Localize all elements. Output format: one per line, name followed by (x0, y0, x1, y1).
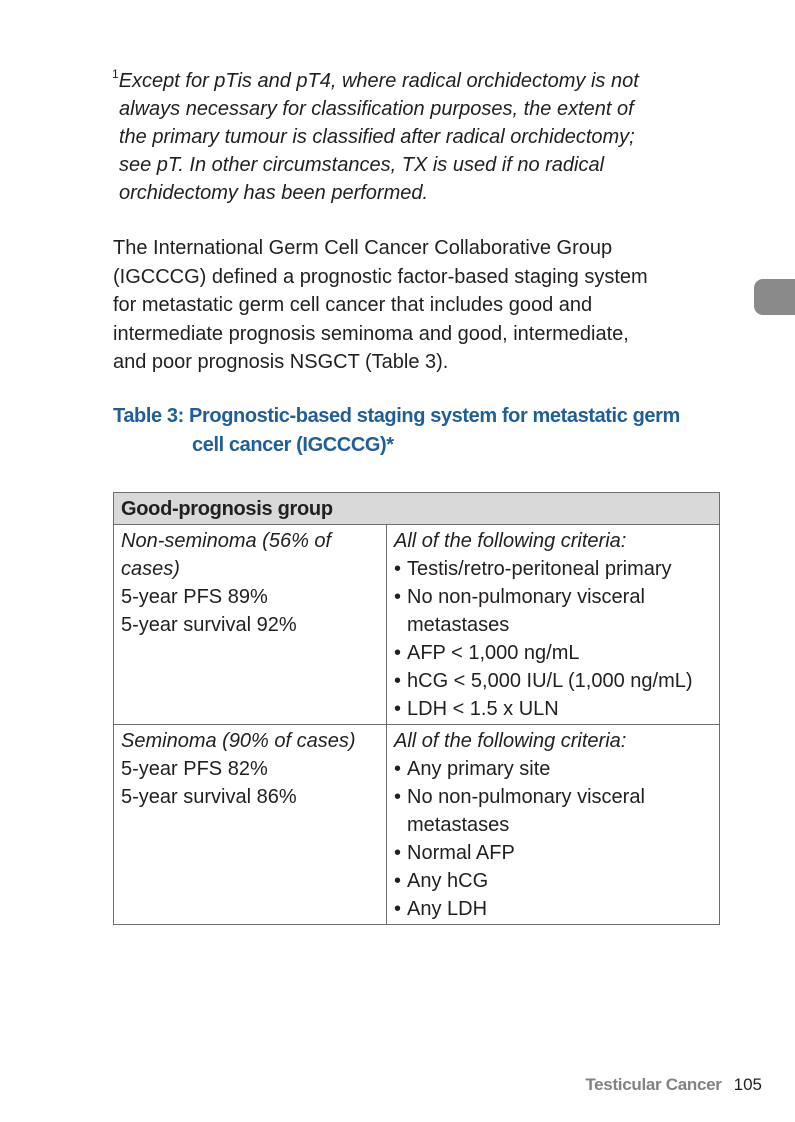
group-name: Seminoma (90% of cases) (121, 730, 356, 752)
table-header-row (114, 493, 720, 525)
chapter-tab (754, 279, 795, 315)
running-title: Testicular Cancer (585, 1075, 722, 1094)
group-cell (114, 725, 387, 925)
table-row (114, 725, 720, 925)
criteria-item: • Any primary site (394, 755, 713, 783)
survival-value: 5-year survival 92% (121, 614, 297, 636)
table-row (114, 525, 720, 725)
table-title-line: cell cancer (IGCCCG)* (192, 434, 394, 456)
footnote-line: orchidectomy has been performed. (119, 182, 429, 204)
criteria-item: • No non-pulmonary visceral metastases (394, 583, 713, 639)
criteria-heading: All of the following criteria: (394, 530, 627, 552)
footnote-marker: 1 (112, 67, 119, 81)
criteria-item: • Any LDH (394, 895, 713, 923)
footnote-line: see pT. In other circumstances, TX is used if no radical (119, 154, 605, 176)
prognosis-table (113, 492, 720, 925)
criteria-heading: All of the following criteria: (394, 730, 627, 752)
criteria-list (394, 555, 713, 723)
group-name: cases) (121, 558, 180, 580)
pfs-value: 5-year PFS 82% (121, 758, 268, 780)
table-title (113, 402, 733, 460)
page-number: 105 (733, 1075, 762, 1094)
criteria-item: • hCG < 5,000 IU/L (1,000 ng/mL) (394, 667, 713, 695)
pfs-value: 5-year PFS 89% (121, 586, 268, 608)
intro-line: for metastatic germ cell cancer that includes good and (113, 294, 593, 316)
table-header: Good-prognosis group (114, 493, 720, 525)
footnote-line: $^1$Except for pTis and pT4, where radical orchidectomy is not (112, 67, 639, 92)
footnote-line: the primary tumour is classified after radical orchidectomy; (119, 126, 635, 148)
footnote (112, 60, 732, 207)
intro-paragraph (113, 234, 733, 377)
footnote-line: always necessary for classification purposes, the extent of (119, 98, 634, 120)
survival-value: 5-year survival 86% (121, 786, 297, 808)
intro-line: The International Germ Cell Cancer Collaborative Group (113, 237, 613, 259)
criteria-item: • Any hCG (394, 867, 713, 895)
criteria-list (394, 755, 713, 923)
table-title-line: Table 3: Prognostic-based staging system for metastatic germ (113, 405, 680, 427)
criteria-item: • Normal AFP (394, 839, 713, 867)
criteria-item: • No non-pulmonary visceral metastases (394, 783, 713, 839)
intro-line: intermediate prognosis seminoma and good, intermediate, (113, 322, 629, 345)
criteria-item: • AFP < 1,000 ng/mL (394, 639, 713, 667)
group-name: Non-seminoma (56% of (121, 530, 332, 552)
criteria-item: • LDH < 1.5 x ULN (394, 695, 713, 723)
group-cell (114, 525, 387, 725)
intro-line: (IGCCCG) defined a prognostic factor-based staging system (113, 265, 648, 288)
criteria-cell (387, 725, 720, 925)
intro-line: and poor prognosis NSGCT (Table 3). (113, 351, 449, 373)
criteria-item: • Testis/retro-peritoneal primary (394, 555, 713, 583)
criteria-cell (387, 525, 720, 725)
page-footer (585, 1074, 762, 1096)
